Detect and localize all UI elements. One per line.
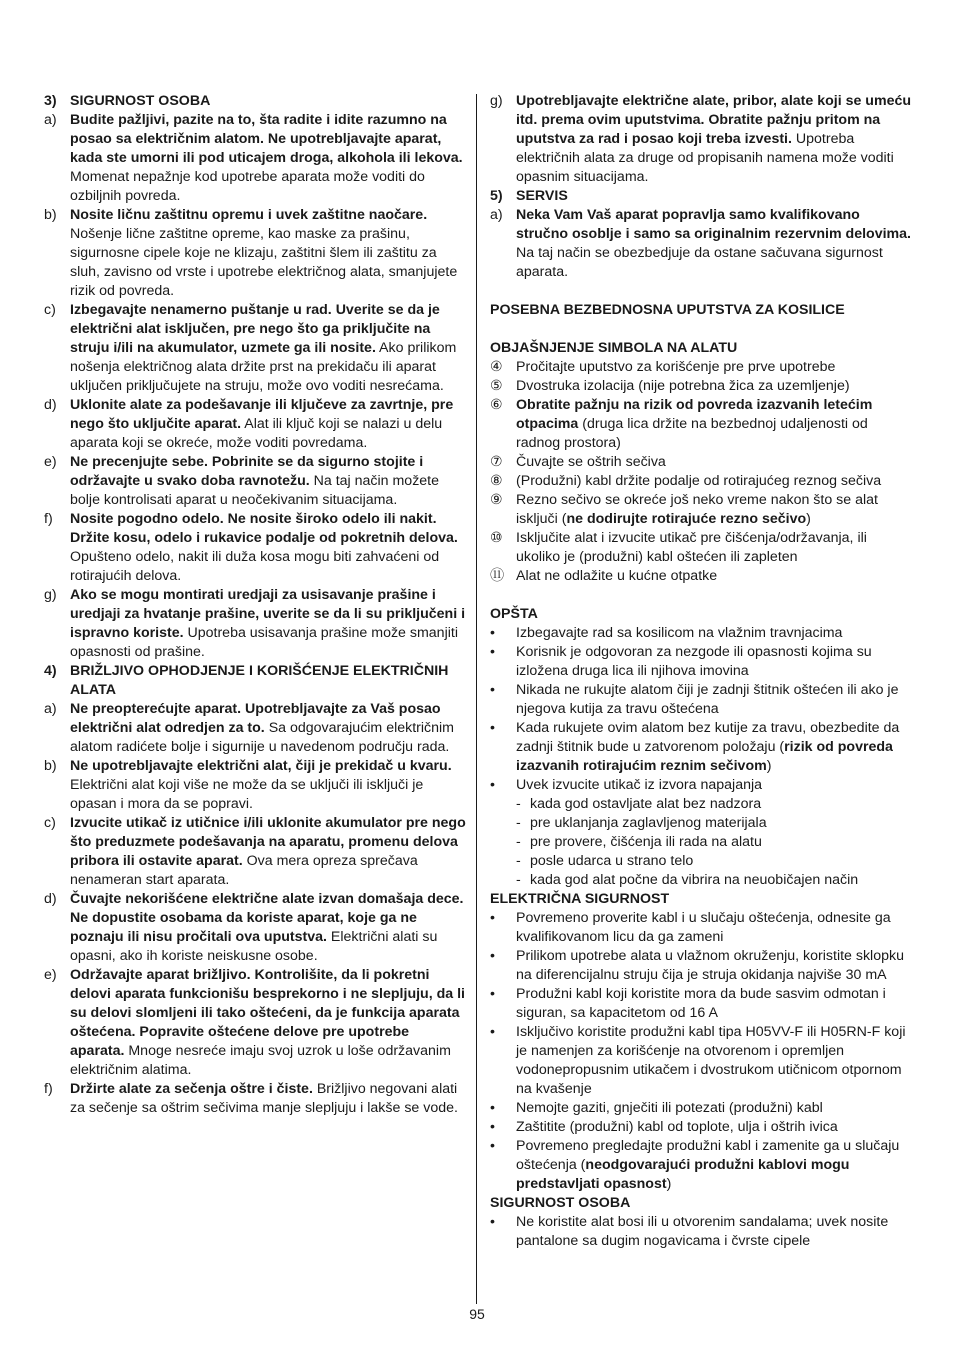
left-column <box>44 92 466 1118</box>
item-bold-text: ne dodirujte rotirajuće rezno sečivo <box>566 511 807 527</box>
item-bold-text: Upotrebljavajte električne alate, pribor, alate koji se umeću itd. prema ovim uputstvima. Obratite pažnju pritom na uputstva za rad i posao koji treba izvesti. <box>516 93 912 147</box>
dash-item <box>516 871 913 890</box>
list-item <box>44 396 466 453</box>
item-text: pre uklanjanja zaglavljenog materijala <box>530 815 767 831</box>
item-marker: g) <box>490 93 503 109</box>
item-bold-text: Ako se mogu montirati uredjaji za usisavanje prašine i uredjaji za hvatanje prašine, uverite se da li su priključeni i ispravno koriste. <box>70 587 466 641</box>
item-text: Alat ili ključ koji se nalazi u delu aparata koji se okreće, može voditi povredama. <box>70 416 443 451</box>
item-bold-text: Ne upotrebljavajte električni alat, čiji je prekidač u kvaru. <box>70 758 452 774</box>
item-text: Isključivo koristite produžni kabl tipa H05VV-F ili H05RN-F koji je namenjen za korišćenje na otvorenom i opremljen vodonepropusnim utikačem i dvostrukom utičnicom otpornom na kvašenje <box>516 1024 906 1097</box>
page-number: 95 <box>469 1306 485 1322</box>
bullet-item <box>490 1213 913 1251</box>
item-marker: e) <box>44 454 57 470</box>
item-bold-text: Ne precenjujte sebe. Pobrinite se da sigurno stojite i održavajte u svako doba ravnotežu. <box>70 454 424 489</box>
list-item <box>490 206 913 282</box>
item-text: pre provere, čišćenja ili rada na alatu <box>530 834 762 850</box>
item-marker: f) <box>44 1081 53 1097</box>
dash-icon: - <box>516 796 521 812</box>
section-number: 4) <box>44 663 57 679</box>
symbol-item <box>490 358 913 377</box>
item-bold-text: Održavajte aparat brižljivo. Kontrolišite, da li pokretni delovi aparata funkcionišu besprekorno i ne slepljuju, da li su delovi slomljeni ili tako oštećeni, da je funkcija aparata oštećena. Popravite oštećene delove pre upotrebe aparata. <box>70 967 465 1059</box>
bullet-icon: • <box>490 682 495 698</box>
item-marker: d) <box>44 891 57 907</box>
item-text: Dvostruka izolacija (nije potrebna žica za uzemljenje) <box>516 378 850 394</box>
item-bold-text: neodgovarajući produžni kablovi mogu predstavljati opasnost <box>516 1157 850 1192</box>
item-marker: f) <box>44 511 53 527</box>
dash-icon: - <box>516 815 521 831</box>
item-text: Korisnik je odgovoran za nezgode ili opasnosti kojima su izložena druga lica ili njihova imovina <box>516 644 872 679</box>
symbol-item <box>490 529 913 567</box>
list-item <box>44 966 466 1080</box>
item-text: Pročitajte uputstvo za korišćenje pre prve upotrebe <box>516 359 836 375</box>
item-bold-text: Držirte alate za sečenja oštre i čiste. <box>70 1081 313 1097</box>
item-text: kada god ostavljate alat bez nadzora <box>530 796 762 812</box>
item-marker: e) <box>44 967 57 983</box>
bullet-icon: • <box>490 1119 495 1135</box>
personal-safety-heading: SIGURNOST OSOBA <box>490 1195 631 1211</box>
item-bold-text: Izbegavajte nenamerno puštanje u rad. Uverite se da je električni alat isključen, pre nego što ga priključite na struju i/ili na akumulator, uzmete ga ili nosite. <box>70 302 440 356</box>
bullet-icon: • <box>490 625 495 641</box>
bullet-item <box>490 776 913 795</box>
bullet-icon: • <box>490 644 495 660</box>
section-3-header <box>44 92 466 111</box>
section-5-header <box>490 187 913 206</box>
bullet-item <box>490 643 913 681</box>
item-text: Upotreba električnih alata za druge od propisanih namena može voditi opasnim situacijama. <box>516 131 894 185</box>
item-bold-text: Nosite pogodno odelo. Ne nosite široko odelo ili nakit. Držite kosu, odelo i rukavice podalje od pokretnih delova. <box>70 511 458 546</box>
item-text: posle udarca u strano telo <box>530 853 694 869</box>
item-text: Upotreba usisavanja prašine može smanjiti opasnosti od prašine. <box>70 625 458 660</box>
item-text: Ako prilikom nošenja električnog alata držite prst na prekidaču ili aparat uključen priključujete na struju, može ovo voditi nesrećama. <box>70 340 457 394</box>
bullet-icon: • <box>490 986 495 1002</box>
general-heading: OPŠTA <box>490 606 538 622</box>
section-title: BRIŽLJIVO OPHODJENJE I KORIŠĆENJE ELEKTRIČNIH ALATA <box>70 663 449 698</box>
right-column <box>490 92 913 1251</box>
symbol-item <box>490 377 913 396</box>
list-item <box>44 301 466 396</box>
item-marker: b) <box>44 207 57 223</box>
item-text: Momenat nepažnje kod upotrebe aparata može voditi do ozbiljnih povreda. <box>70 169 425 204</box>
bullet-item <box>490 1137 913 1194</box>
item-marker: a) <box>490 207 503 223</box>
list-item <box>44 510 466 586</box>
list-item <box>490 92 913 187</box>
list-item <box>44 757 466 814</box>
bullet-item <box>490 681 913 719</box>
item-text: ) <box>666 1176 672 1192</box>
dash-icon: - <box>516 872 521 888</box>
item-bold-text: Čuvajte nekorišćene električne alate izvan domašaja dece. Ne dopustite osobama da koriste aparat, koje ga ne poznaju ili nisu pročitali ova uputstva. <box>70 891 464 945</box>
list-item <box>44 453 466 510</box>
item-text: Uvek izvucite utikač iz izvora napajanja <box>516 777 763 793</box>
bullet-icon: • <box>490 948 495 964</box>
item-text: Povremeno pregledajte produžni kabl i zamenite ga u slučaju oštećenja ( <box>516 1138 900 1173</box>
bullet-icon: • <box>490 720 495 736</box>
symbol-item <box>490 396 913 453</box>
bullet-icon: • <box>490 1024 495 1040</box>
symbol-number: ⑨ <box>490 492 503 508</box>
item-text: (Produžni) kabl držite podalje od rotirajućeg reznog sečiva <box>516 473 882 489</box>
dash-item <box>516 795 913 814</box>
item-text: Izbegavajte rad sa kosilicom na vlažnim travnjacima <box>516 625 843 641</box>
dash-icon: - <box>516 834 521 850</box>
item-text: Prilikom upotrebe alata u vlažnom okruženju, koristite sklopku na diferencijalnu struju čija je struja okidanja najviše 30 mA <box>516 948 904 983</box>
symbol-number: ⑧ <box>490 473 503 489</box>
item-bold-text: Neka Vam Vaš aparat popravlja samo kvalifikovano stručno osoblje i samo sa originalnim rezervnim delovima. <box>516 207 911 242</box>
bullet-item <box>490 1118 913 1137</box>
item-text: Isključite alat i izvucite utikač pre čišćenja/održavanja, ili ukoliko je (produžni) kabl oštećen ili zapleten <box>516 530 867 565</box>
item-bold-text: Ne preopterećujte aparat. Upotrebljavajte za Vaš posao električni alat odredjen za to. <box>70 701 441 736</box>
bullet-item <box>490 909 913 947</box>
item-marker: c) <box>44 302 56 318</box>
item-text: Nošenje lične zaštitne opreme, kao maske za prašinu, sigurnosne cipele koje ne klizaju, zaštitni šlem ili zaštitu za sluh, zavisno od vrste i upotrebe električnog alata, smanjujete rizik od povreda. <box>70 226 458 299</box>
bullet-icon: • <box>490 1100 495 1116</box>
bullet-item <box>490 985 913 1023</box>
special-instructions-heading: POSEBNA BEZBEDNOSNA UPUTSTVA ZA KOSILICE <box>490 302 845 318</box>
item-text: Opušteno odelo, nakit ili duža kosa mogu biti zahvaćeni od rotirajućih delova. <box>70 549 440 584</box>
list-item <box>44 206 466 301</box>
symbol-number: ④ <box>490 359 503 375</box>
item-text: Alat ne odlažite u kućne otpatke <box>516 568 718 584</box>
item-text: Zaštitite (produžni) kabl od toplote, ulja i oštrih ivica <box>516 1119 838 1135</box>
item-marker: d) <box>44 397 57 413</box>
symbol-number: ⑦ <box>490 454 503 470</box>
symbol-item <box>490 491 913 529</box>
bullet-item <box>490 1099 913 1118</box>
bullet-item <box>490 624 913 643</box>
item-marker: a) <box>44 701 57 717</box>
section-4-header <box>44 662 466 700</box>
bullet-item <box>490 947 913 985</box>
item-marker: g) <box>44 587 57 603</box>
item-text: Na taj način možete bolje kontrolisati aparat u neočekivanim situacijama. <box>70 473 440 508</box>
dash-item <box>516 833 913 852</box>
item-text: Brižljivo negovani alati za sečenje sa oštrim sečivima manje slepljuju i lakše se vode. <box>70 1081 458 1116</box>
item-text: Rezno sečivo se okreće još neko vreme nakon što se alat isključi ( <box>516 492 878 527</box>
symbol-number: ⑤ <box>490 378 503 394</box>
list-item <box>44 700 466 757</box>
item-text: Produžni kabl koji koristite mora da bude sasvim odmotan i siguran, sa kapacitetom od 16 A <box>516 986 886 1021</box>
list-item <box>44 814 466 890</box>
bullet-icon: • <box>490 1138 495 1154</box>
item-text: Ova mera opreza sprečava nenameran start aparata. <box>70 853 418 888</box>
symbol-number: ⑩ <box>490 530 503 546</box>
item-text: Kada rukujete ovim alatom bez kutije za travu, obezbedite da zadnji štitnik bude u zatvorenom položaju ( <box>516 720 900 755</box>
list-item <box>44 586 466 662</box>
item-text: (druga lica držite na bezbednoj udaljenosti od radnog prostora) <box>516 416 868 451</box>
dash-item <box>516 814 913 833</box>
list-item <box>44 1080 466 1118</box>
section-number: 3) <box>44 93 57 109</box>
symbol-number: ⑥ <box>490 397 503 413</box>
symbol-number: ⑪ <box>490 568 505 584</box>
item-bold-text: Uklonite alate za podešavanje ili ključeve za zavrtnje, pre nego što uključite aparat. <box>70 397 454 432</box>
symbol-item <box>490 567 913 586</box>
item-marker: b) <box>44 758 57 774</box>
section-title: SIGURNOST OSOBA <box>70 93 211 109</box>
item-text: Električni alati su opasni, ako ih koriste neiskusne osobe. <box>70 929 438 964</box>
item-text: Nikada ne rukujte alatom čiji je zadnji štitnik oštećen ili ako je njegova kutija za travu oštećena <box>516 682 899 717</box>
item-bold-text: Nosite ličnu zaštitnu opremu i uvek zaštitne naočare. <box>70 207 428 223</box>
list-item <box>44 890 466 966</box>
item-text: ) <box>766 758 772 774</box>
item-bold-text: rizik od povreda izazvanih rotirajućim reznim sečivom <box>516 739 893 774</box>
item-text: Mnoge nesreće imaju svoj uzrok u loše održavanim električnim alatima. <box>70 1043 451 1078</box>
column-divider <box>476 94 477 1304</box>
item-text: Električni alat koji više ne može da se uključi ili isključi je opasan i mora da se popravi. <box>70 777 424 812</box>
symbols-heading: OBJAŠNJENJE SIMBOLA NA ALATU <box>490 340 738 356</box>
section-title: SERVIS <box>516 188 568 204</box>
symbol-item <box>490 453 913 472</box>
item-bold-text: Budite pažljivi, pazite na to, šta radite i idite razumno na posao sa električnim alatom. Ne upotrebljavajte aparat, kada ste umorni ili pod uticajem droga, alkohola ili lekova. <box>70 112 463 166</box>
item-text: Čuvajte se oštrih sečiva <box>516 454 666 470</box>
bullet-icon: • <box>490 777 495 793</box>
dash-icon: - <box>516 853 521 869</box>
section-number: 5) <box>490 188 503 204</box>
item-text: Nemojte gaziti, gnječiti ili potezati (produžni) kabl <box>516 1100 823 1116</box>
bullet-icon: • <box>490 1214 495 1230</box>
item-text: Sa odgovarajućim električnim alatom radićete bolje i sigurnije u navedenom području rada. <box>70 720 454 755</box>
item-bold-text: Izvucite utikač iz utičnice i/ili uklonite akumulator pre nego što preduzmete podešavanja na aparatu, promenu delova pribora ili ostavite aparat. <box>70 815 466 869</box>
bullet-icon: • <box>490 910 495 926</box>
item-text: ) <box>806 511 811 527</box>
symbol-item <box>490 472 913 491</box>
list-item <box>44 111 466 206</box>
dash-item <box>516 852 913 871</box>
electric-safety-heading: ELEKTRIČNA SIGURNOST <box>490 891 670 907</box>
bullet-item <box>490 1023 913 1099</box>
item-text: Ne koristite alat bosi ili u otvorenim sandalama; uvek nosite pantalone sa dugim nogavicama i čvrste cipele <box>516 1214 889 1249</box>
item-text: kada god alat počne da vibrira na neuobičajen način <box>530 872 859 888</box>
bullet-item <box>490 719 913 776</box>
item-text: Povremeno proverite kabl i u slučaju oštećenja, odnesite ga kvalifikovanom licu da ga zameni <box>516 910 891 945</box>
item-text: Na taj način se obezbedjuje da ostane sačuvana sigurnost aparata. <box>516 245 883 280</box>
item-bold-text: Obratite pažnju na rizik od povreda izazvanih letećim otpacima <box>516 397 873 432</box>
item-marker: c) <box>44 815 56 831</box>
item-marker: a) <box>44 112 57 128</box>
